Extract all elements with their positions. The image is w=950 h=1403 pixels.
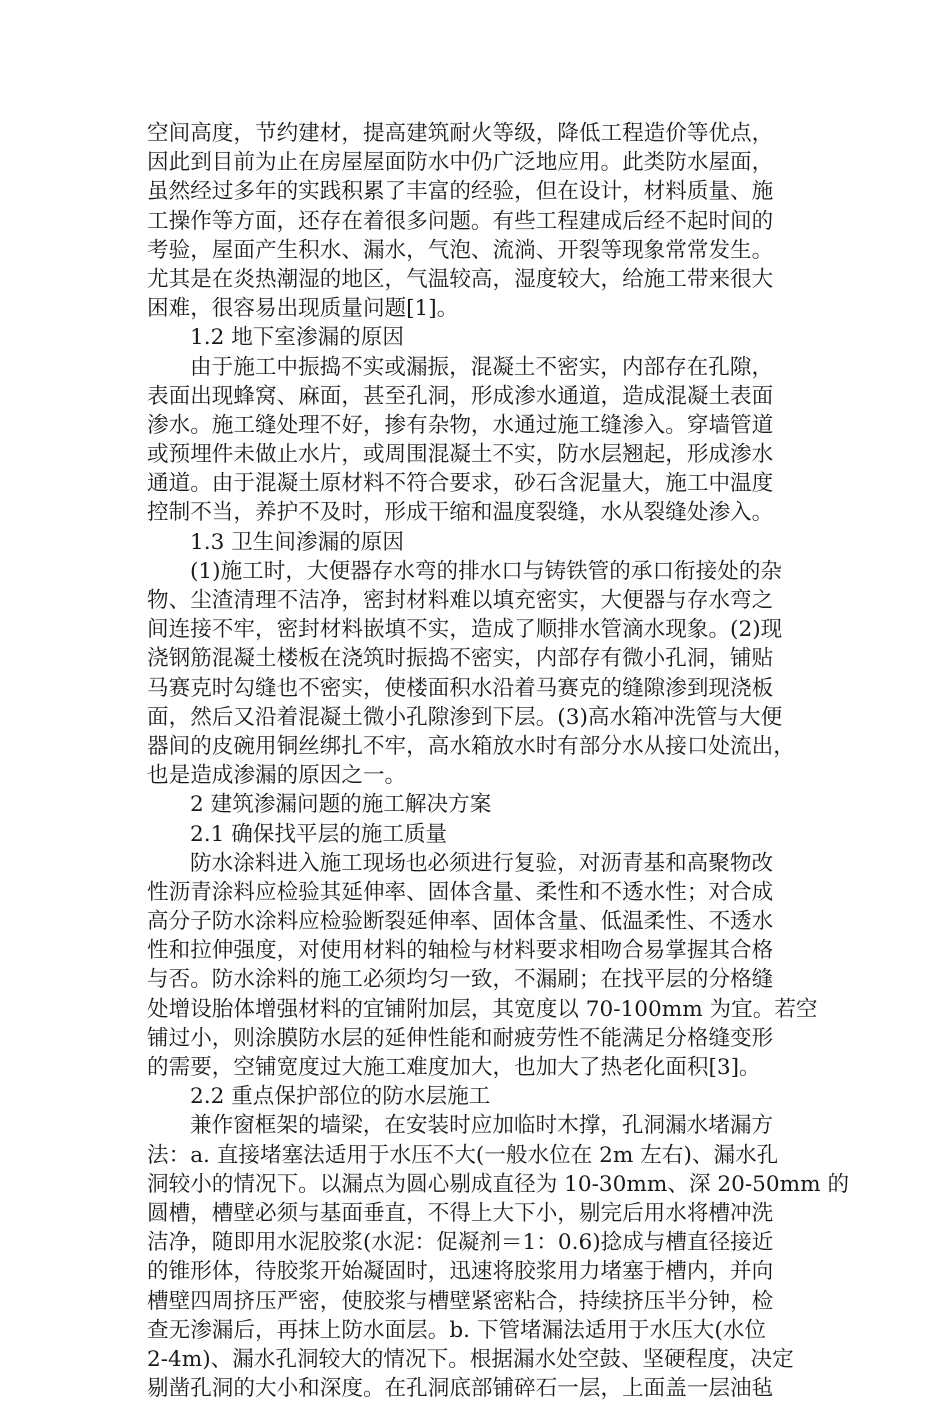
text-line: 法：a. 直接堵塞法适用于水压不大(一般水位在 2m 左右)、漏水孔 (147, 1142, 779, 1168)
text-line: 查无渗漏后，再抹上防水面层。b. 下管堵漏法适用于水压大(水位 (147, 1317, 767, 1343)
text-line: 洁净，随即用水泥胶浆(水泥：促凝剂＝1：0.6)捻成与槽直径接近 (147, 1230, 774, 1256)
text-line: 或预埋件未做止水片，或周围混凝土不实，防水层翘起，形成渗水 (147, 442, 774, 468)
text-line: 因此到目前为止在房屋屋面防水中仍广泛地应用。此类防水屋面， (147, 150, 774, 176)
text-line: 洞较小的情况下。以漏点为圆心剔成直径为 10-30mm、深 20-50mm 的 (147, 1171, 850, 1197)
text-line: 与否。防水涂料的施工必须均匀一致，不漏刷；在找平层的分格缝 (147, 967, 774, 993)
text-line: 器间的皮碗用铜丝绑扎不牢，高水箱放水时有部分水从接口处流出， (147, 733, 795, 759)
text-line: 高分子防水涂料应检验断裂延伸率、固体含量、低温柔性、不透水 (147, 909, 774, 935)
text-line: 1.3 卫生间渗漏的原因 (190, 529, 404, 555)
text-line: 工操作等方面，还存在着很多问题。有些工程建成后经不起时间的 (147, 208, 774, 234)
text-line: 考验，屋面产生积水、漏水，气泡、流淌、开裂等现象常常发生。 (147, 237, 774, 263)
text-line: 也是造成渗漏的原因之一。 (147, 763, 407, 789)
text-line: 通道。由于混凝土原材料不符合要求，砂石含泥量大，施工中温度 (147, 471, 774, 497)
text-line: 的需要，空铺宽度过大施工难度加大，也加大了热老化面积[3]。 (147, 1055, 761, 1080)
text-line: 控制不当，养护不及时，形成干缩和温度裂缝，水从裂缝处渗入。 (147, 500, 774, 526)
text-line: 2.2 重点保护部位的防水层施工 (190, 1084, 491, 1110)
text-line: 剔凿孔洞的大小和深度。在孔洞底部铺碎石一层，上面盖一层油毡 (147, 1376, 774, 1402)
text-line: 虽然经过多年的实践积累了丰富的经验，但在设计，材料质量、施 (147, 179, 774, 205)
text-line: 物、尘渣清理不洁净，密封材料难以填充密实，大便器与存水弯之 (147, 588, 774, 613)
text-line: 浇钢筋混凝土楼板在浇筑时振捣不密实，内部存有微小孔洞，铺贴 (147, 646, 774, 672)
text-line: 空间高度，节约建材，提高建筑耐火等级，降低工程造价等优点， (147, 121, 774, 146)
text-line: 防水涂料进入施工现场也必须进行复验，对沥青基和高聚物改 (190, 850, 774, 876)
text-line: 铺过小，则涂膜防水层的延伸性能和耐疲劳性不能满足分格缝变形 (147, 1025, 774, 1051)
text-line: 困难，很容易出现质量问题[1]。 (147, 296, 459, 322)
text-line: 由于施工中振捣不实或漏振，混凝土不密实，内部存在孔隙， (190, 354, 774, 380)
text-line: 槽壁四周挤压严密，使胶浆与槽壁紧密粘合，持续挤压半分钟，检 (147, 1288, 774, 1314)
text-line: 2 建筑渗漏问题的施工解决方案 (190, 792, 492, 818)
text-line: 尤其是在炎热潮湿的地区，气温较高，湿度较大，给施工带来很大 (147, 266, 774, 292)
text-line: 间连接不牢，密封材料嵌填不实，造成了顺排水管滴水现象。(2)现 (147, 617, 783, 643)
text-line: (1)施工时，大便器存水弯的排水口与铸铁管的承口衔接处的杂 (190, 558, 783, 584)
text-line: 2.1 确保找平层的施工质量 (190, 821, 448, 847)
text-line: 的锥形体，待胶浆开始凝固时，迅速将胶浆用力堵塞于槽内，并向 (147, 1259, 774, 1285)
document-body (147, 119, 850, 1403)
text-line: 1.2 地下室渗漏的原因 (190, 325, 404, 351)
text-line: 性和拉伸强度，对使用材料的轴检与材料要求相吻合易掌握其合格 (147, 938, 774, 964)
text-line: 表面出现蜂窝、麻面，甚至孔洞，形成渗水通道，造成混凝土表面 (147, 383, 774, 409)
text-line: 面，然后又沿着混凝土微小孔隙渗到下层。(3)高水箱冲洗管与大便 (147, 704, 783, 730)
text-line: 处增设胎体增强材料的宜铺附加层，其宽度以 70-100mm 为宜。若空 (147, 996, 818, 1022)
text-line: 兼作窗框架的墙梁，在安装时应加临时木撑，孔洞漏水堵漏方 (190, 1113, 774, 1139)
text-line: 渗水。施工缝处理不好，掺有杂物，水通过施工缝渗入。穿墙管道 (147, 412, 774, 438)
text-line: 圆槽，槽壁必须与基面垂直，不得上大下小，剔完后用水将槽冲洗 (147, 1200, 774, 1226)
text-line: 性沥青涂料应检验其延伸率、固体含量、柔性和不透水性；对合成 (147, 879, 774, 905)
text-line: 马赛克时勾缝也不密实，使楼面积水沿着马赛克的缝隙渗到现浇板 (147, 675, 774, 701)
text-line: 2-4m)、漏水孔洞较大的情况下。根据漏水处空鼓、坚硬程度，决定 (147, 1346, 794, 1372)
